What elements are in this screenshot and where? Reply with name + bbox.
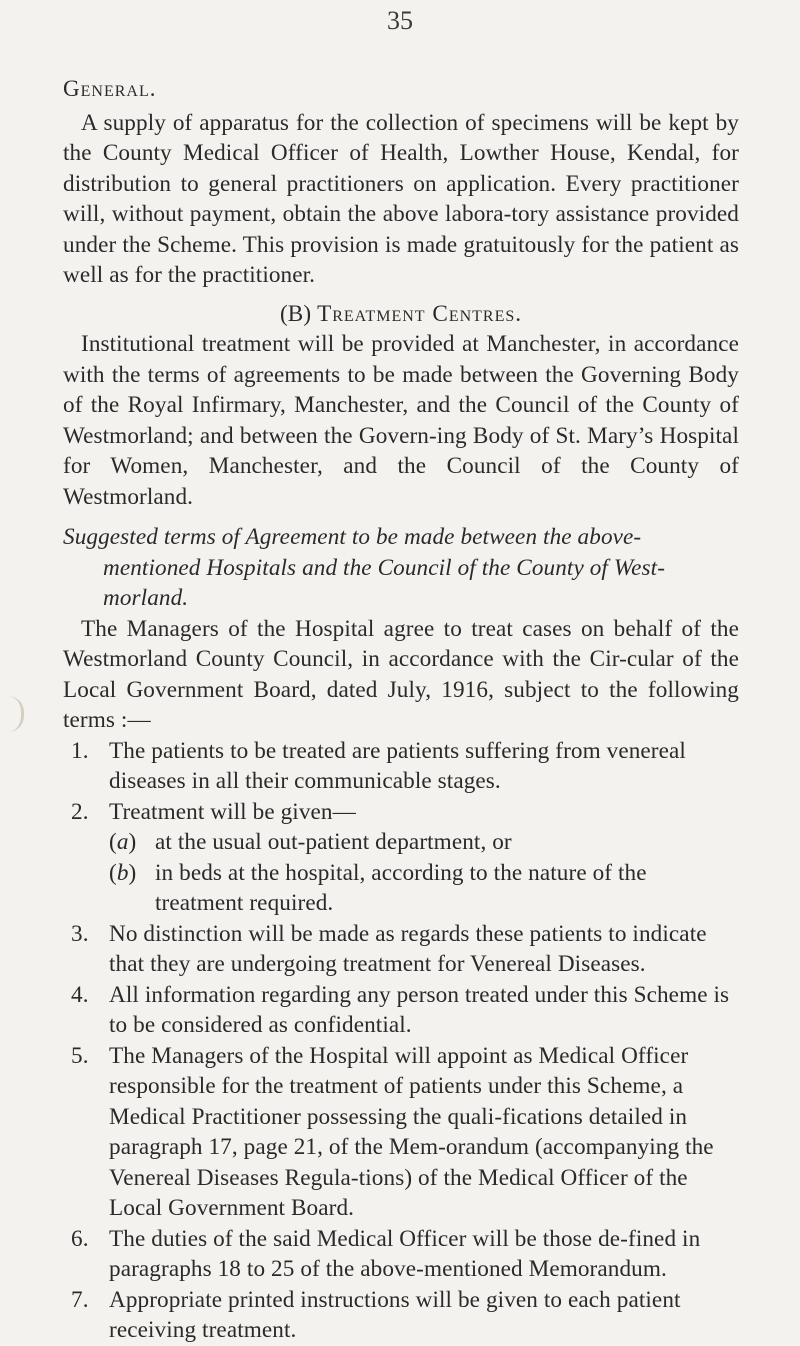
list-item [63, 1285, 739, 1346]
list-item [63, 736, 739, 797]
page-number: 35 [387, 6, 413, 35]
treatment-centres-heading [63, 299, 739, 330]
item-text: No distinction will be made as regards these patients to indicate that they are undergoing treatment for Venereal Diseases. [109, 920, 707, 977]
sub-item-text: at the usual out-patient department, or [155, 829, 512, 855]
item-text: Treatment will be given— [109, 798, 356, 825]
sub-item-label: (a) [109, 829, 137, 855]
item-number: 7. [71, 1286, 89, 1313]
treatment-prefix: (B) [279, 300, 312, 327]
document-body [63, 74, 739, 1346]
suggested-intro: The Managers of the Hospital agree to treat cases on behalf of the Westmorland County Council, in accordance with the Cir-cular of the Local Government Board, dated July, 1916, subject to the following terms :— [63, 615, 739, 733]
suggested-heading-line3: morland. [103, 585, 189, 611]
list-item [63, 919, 739, 980]
item-text: The Managers of the Hospital will appoint as Medical Officer responsible for the treatment of patients under this Scheme, a Medical Practitioner possessing the quali-fications detailed in paragraph 17, page 21, of the Mem-orandum (accompanying the Venereal Diseases Regula-tions) of the Medical Officer of the Local Government Board. [109, 1042, 714, 1221]
list-item [63, 797, 739, 919]
item-number: 1. [71, 737, 89, 764]
item-text: The duties of the said Medical Officer will be those de-fined in paragraphs 18 to 25 of the above-mentioned Memorandum. [109, 1225, 701, 1282]
general-paragraph: A supply of apparatus for the collection of specimens will be kept by the County Medical Officer of Health, Lowther House, Kendal, for distribution to general practitioners on application. Every practitioner will, without payment, obtain the above labora-tory assistance provided under the Scheme. This provision is made gratuitously for the patient as well as for the practitioner. [63, 109, 739, 288]
margin-mark [3, 696, 24, 732]
suggested-heading-line1: Suggested terms of Agreement to be made between the above- [63, 524, 642, 550]
sub-item [109, 858, 739, 919]
item-text: The patients to be treated are patients suffering from venereal diseases in all their communicable stages. [109, 737, 686, 794]
terms-list [63, 736, 739, 1346]
treatment-heading-text: Treatment Centres. [317, 300, 523, 327]
sub-item-label: (b) [109, 859, 137, 886]
item-number: 5. [71, 1042, 89, 1069]
general-heading: General. [63, 76, 157, 101]
item-number: 4. [71, 981, 89, 1008]
treatment-paragraph: Institutional treatment will be provided at Manchester, in accordance with the terms of agreements to be made between the Governing Body of the Royal Infirmary, Manchester, and the Council of the County of Westmorland; and between the Govern-ing Body of St. Mary’s Hospital for Women, Manchester, and the Council of the County of Westmorland. [63, 331, 739, 510]
sub-item [109, 827, 739, 858]
item-number: 2. [71, 798, 89, 825]
item-number: 6. [71, 1225, 89, 1252]
list-item [63, 980, 739, 1041]
suggested-terms-heading [63, 522, 739, 614]
suggested-heading-line2: mentioned Hospitals and the Council of the County of West- [103, 554, 666, 581]
item-number: 3. [71, 920, 89, 947]
item-text: All information regarding any person treated under this Scheme is to be considered as confidential. [109, 981, 730, 1038]
item-text: Appropriate printed instructions will be given to each patient receiving treatment. [109, 1286, 681, 1343]
sub-item-text: in beds at the hospital, according to the nature of the treatment required. [155, 859, 647, 916]
list-item [63, 1041, 739, 1224]
list-item [63, 1224, 739, 1285]
